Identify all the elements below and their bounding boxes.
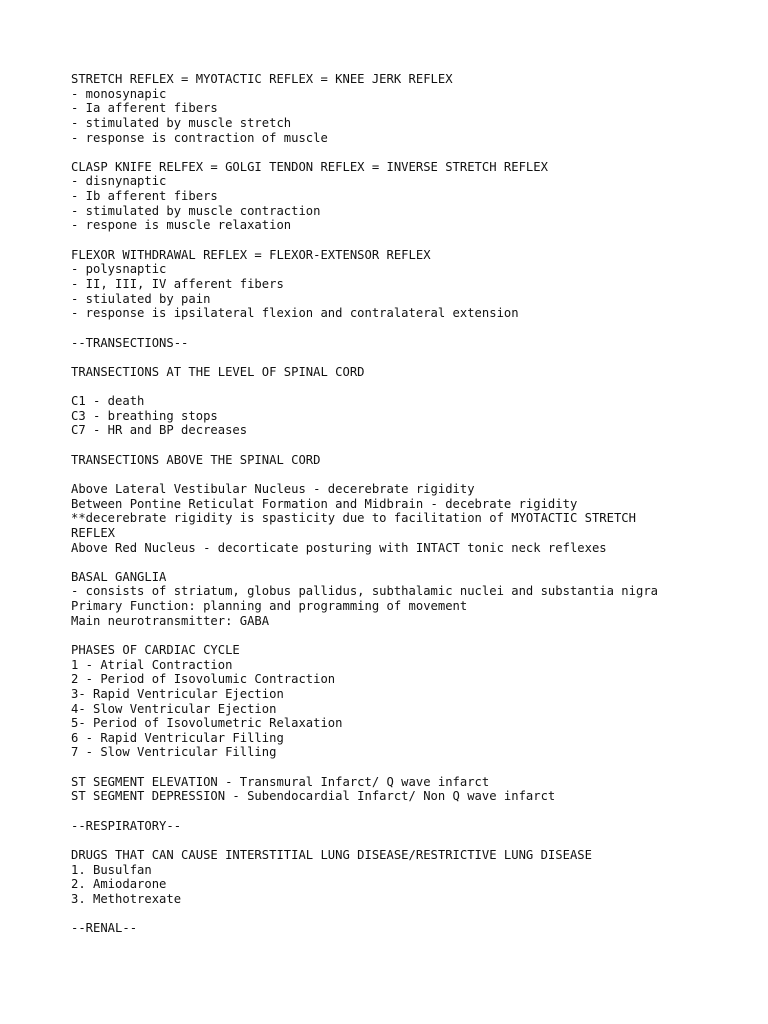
text-line: - stiulated by pain <box>71 291 211 306</box>
text-line: REFLEX <box>71 525 116 540</box>
text-line: Main neurotransmitter: GABA <box>71 613 270 628</box>
text-line: 6 - Rapid Ventricular Filling <box>71 730 284 745</box>
blank-line <box>71 467 761 482</box>
text-line: DRUGS THAT CAN CAUSE INTERSTITIAL LUNG DISEASE/RESTRICTIVE LUNG DISEASE <box>71 847 592 862</box>
text-line: Between Pontine Reticulat Formation and Midbrain - decebrate rigidity <box>71 496 578 511</box>
text-line: 7 - Slow Ventricular Filling <box>71 745 277 760</box>
text-line: ST SEGMENT DEPRESSION - Subendocardial Infarct/ Non Q wave infarct <box>71 789 556 804</box>
blank-line <box>71 438 761 453</box>
document-text <box>71 72 761 936</box>
text-line: --RESPIRATORY-- <box>71 818 182 833</box>
text-line: 3- Rapid Ventricular Ejection <box>71 686 284 701</box>
text-line: - stimulated by muscle contraction <box>71 203 321 218</box>
text-line: - respone is muscle relaxation <box>71 218 292 233</box>
blank-line <box>71 804 761 819</box>
text-line: 4- Slow Ventricular Ejection <box>71 701 277 716</box>
text-line: - stimulated by muscle stretch <box>71 115 292 130</box>
blank-line <box>71 907 761 922</box>
text-line: - Ib afferent fibers <box>71 189 218 204</box>
text-line: - response is contraction of muscle <box>71 130 328 145</box>
text-line: PHASES OF CARDIAC CYCLE <box>71 642 240 657</box>
text-line: 1. Busulfan <box>71 862 152 877</box>
text-line: - monosynapic <box>71 86 167 101</box>
text-line: - response is ipsilateral flexion and contralateral extension <box>71 306 519 321</box>
blank-line <box>71 555 761 570</box>
blank-line <box>71 321 761 336</box>
text-line: STRETCH REFLEX = MYOTACTIC REFLEX = KNEE JERK REFLEX <box>71 72 453 86</box>
text-line: TRANSECTIONS ABOVE THE SPINAL CORD <box>71 452 321 467</box>
text-line: FLEXOR WITHDRAWAL REFLEX = FLEXOR-EXTENSOR REFLEX <box>71 247 431 262</box>
text-line: BASAL GANGLIA <box>71 569 167 584</box>
text-line: **decerebrate rigidity is spasticity due to facilitation of MYOTACTIC STRETCH <box>71 511 636 526</box>
text-line: - disnynaptic <box>71 174 167 189</box>
text-line: 5- Period of Isovolumetric Relaxation <box>71 716 343 731</box>
blank-line <box>71 628 761 643</box>
blank-line <box>71 760 761 775</box>
text-line: C7 - HR and BP decreases <box>71 423 248 438</box>
text-line: ST SEGMENT ELEVATION - Transmural Infarct/ Q wave infarct <box>71 774 490 789</box>
text-line: Primary Function: planning and programming of movement <box>71 599 468 614</box>
text-line: C1 - death <box>71 394 145 409</box>
blank-line <box>71 379 761 394</box>
text-line: - II, III, IV afferent fibers <box>71 276 284 291</box>
text-line: C3 - breathing stops <box>71 408 218 423</box>
text-line: 2 - Period of Isovolumic Contraction <box>71 672 336 687</box>
text-line: 3. Methotrexate <box>71 891 182 906</box>
text-line: TRANSECTIONS AT THE LEVEL OF SPINAL CORD <box>71 364 365 379</box>
blank-line <box>71 145 761 160</box>
blank-line <box>71 233 761 248</box>
text-line: - polysnaptic <box>71 262 167 277</box>
text-line: --RENAL-- <box>71 921 138 936</box>
text-line: Above Red Nucleus - decorticate posturing with INTACT tonic neck reflexes <box>71 540 607 555</box>
text-line: 1 - Atrial Contraction <box>71 657 233 672</box>
text-line: Above Lateral Vestibular Nucleus - decerebrate rigidity <box>71 481 475 496</box>
blank-line <box>71 833 761 848</box>
blank-line <box>71 350 761 365</box>
text-line: 2. Amiodarone <box>71 877 167 892</box>
text-line: CLASP KNIFE RELFEX = GOLGI TENDON REFLEX = INVERSE STRETCH REFLEX <box>71 159 548 174</box>
text-line: - consists of striatum, globus pallidus, subthalamic nuclei and substantia nigra <box>71 584 658 599</box>
text-line: --TRANSECTIONS-- <box>71 335 189 350</box>
text-line: - Ia afferent fibers <box>71 101 218 116</box>
